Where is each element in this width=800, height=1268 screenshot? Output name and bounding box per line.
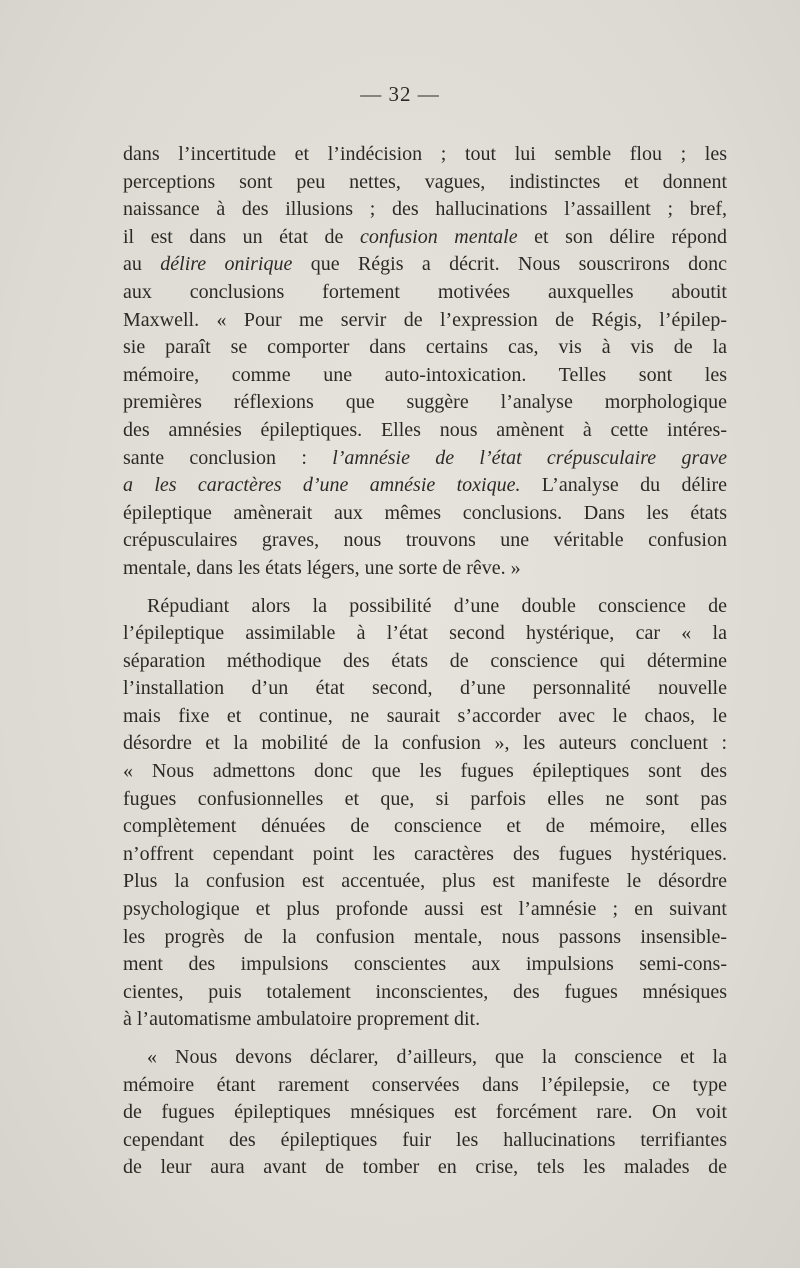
text-line: perceptions sont peu nettes, vagues, indistinctes et donnent xyxy=(123,170,727,193)
text-line: des amnésies épileptiques. Elles nous amènent à cette intéres- xyxy=(123,418,727,441)
text-line: mémoire, comme une auto-intoxication. Telles sont les xyxy=(123,363,727,386)
text-line: cependant des épileptiques fuir les hallucinations terrifiantes xyxy=(123,1128,727,1151)
italic-conclusion: l’amnésie de l’état crépusculaire grave xyxy=(332,446,727,469)
paragraph-3 xyxy=(123,1044,727,1182)
text-line xyxy=(123,472,727,500)
text-line: Plus la confusion est accentuée, plus est manifeste le désordre xyxy=(123,870,727,893)
text-line xyxy=(123,251,727,279)
italic-term: délire onirique xyxy=(160,253,293,276)
text-line: de fugues épileptiques mnésiques est forcément rare. On voit xyxy=(123,1101,727,1124)
paragraph-1 xyxy=(123,141,727,583)
italic-term: confusion mentale xyxy=(359,225,518,248)
text-segment: que Régis a décrit. Nous souscrirons donc xyxy=(292,253,727,276)
text-line: cientes, puis totalement inconscientes, des fugues mnésiques xyxy=(123,980,727,1003)
body-text xyxy=(123,141,727,1182)
paragraph-2 xyxy=(123,593,727,1035)
text-line xyxy=(123,224,727,252)
text-line: mémoire étant rarement conservées dans l’épilepsie, ce type xyxy=(123,1073,727,1096)
text-line: dans l’incertitude et l’indécision ; tout lui semble flou ; les xyxy=(123,143,727,165)
text-line: aux conclusions fortement motivées auxquelles aboutit xyxy=(123,280,727,303)
text-line: Répudiant alors la possibilité d’une double conscience de xyxy=(147,594,727,617)
text-line: séparation méthodique des états de conscience qui détermine xyxy=(123,649,727,672)
text-line: de leur aura avant de tomber en crise, tels les malades de xyxy=(123,1156,727,1179)
text-line: « Nous devons déclarer, d’ailleurs, que la conscience et la xyxy=(147,1046,727,1068)
text-line: les progrès de la confusion mentale, nous passons insensible- xyxy=(123,925,727,948)
text-segment: L’analyse du délire xyxy=(520,474,727,497)
text-line: à l’automatisme ambulatoire proprement dit. xyxy=(123,1008,481,1031)
text-line: ment des impulsions conscientes aux impulsions semi-cons- xyxy=(123,953,727,976)
text-segment: au xyxy=(123,253,161,276)
text-line: premières réflexions que suggère l’analyse morphologique xyxy=(123,391,727,414)
text-line: désordre et la mobilité de la confusion », les auteurs concluent : xyxy=(123,732,727,755)
text-line: psychologique et plus profonde aussi est l’amnésie ; en suivant xyxy=(123,898,727,921)
text-segment: il est dans un état de xyxy=(123,225,360,248)
text-line: mentale, dans les états légers, une sorte de rêve. » xyxy=(123,556,521,579)
text-line: mais fixe et continue, ne saurait s’accorder avec le chaos, le xyxy=(123,704,727,727)
text-line: fugues confusionnelles et que, si parfois elles ne sont pas xyxy=(123,787,727,810)
text-line: naissance à des illusions ; des hallucinations l’assaillent ; bref, xyxy=(123,198,727,221)
text-line: sie paraît se comporter dans certains cas, vis à vis de la xyxy=(123,336,727,359)
text-line: l’épileptique assimilable à l’état second hystérique, car « la xyxy=(123,622,727,645)
text-line: l’installation d’un état second, d’une personnalité nouvelle xyxy=(123,677,727,700)
text-line xyxy=(123,445,727,473)
page-number: — 32 — xyxy=(360,82,440,106)
text-line: crépusculaires graves, nous trouvons une véritable confusion xyxy=(123,529,727,552)
text-segment: et son délire répond xyxy=(517,225,727,248)
text-line: complètement dénuées de conscience et de mémoire, elles xyxy=(123,815,727,838)
text-line: épileptique amènerait aux mêmes conclusions. Dans les états xyxy=(123,501,727,524)
text-line: Maxwell. « Pour me servir de l’expression de Régis, l’épilep- xyxy=(123,308,727,331)
text-line: n’offrent cependant point les caractères des fugues hystériques. xyxy=(123,842,727,865)
text-segment: sante conclusion : xyxy=(123,446,333,469)
text-line: « Nous admettons donc que les fugues épileptiques sont des xyxy=(123,760,727,783)
italic-conclusion: a les caractères d’une amnésie toxique. xyxy=(123,474,521,497)
